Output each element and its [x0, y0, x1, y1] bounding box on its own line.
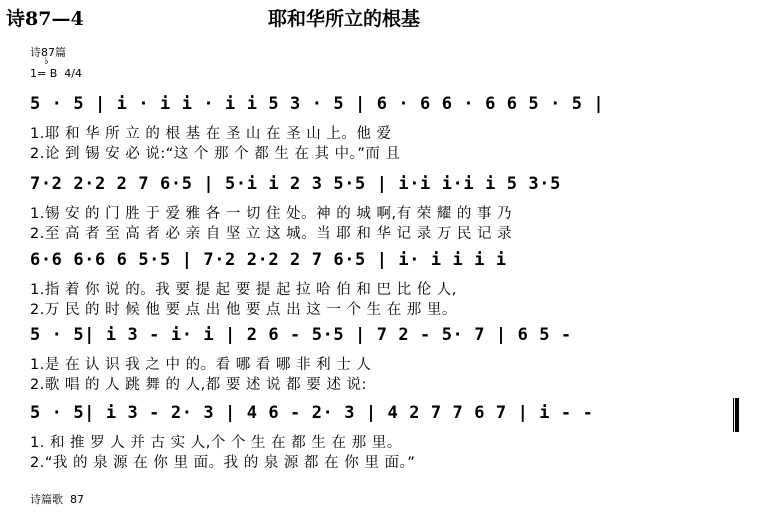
lyrics-verse-1: 1.锡 安 的 门 胜 于 爱 雅 各 一 切 住 处。神 的 城 啊,有 荣 耀 的 事 乃 — [30, 206, 513, 222]
notation: 5 · 5 | i · i i · i i 5 3 · 5 | 6 · 6 6 · 6 6 5 · 5 | — [30, 94, 605, 114]
lyrics-verse-1: 1. 和 推 罗 人 并 古 实 人,个 个 生 在 都 生 在 那 里。 — [30, 435, 402, 451]
notation: 7·2 2·2 2 7 6·5 | 5·i i 2 3 5·5 | i·i i·i i 5 3·5 — [30, 174, 561, 194]
lyrics-verse-2: 2.歌 唱 的 人 跳 舞 的 人,都 要 述 说 都 要 述 说: — [30, 377, 367, 393]
lyrics-verse-2: 2.至 高 者 至 高 者 必 亲 自 坚 立 这 城。当 耶 和 华 记 录 万 民 记 录 — [30, 226, 513, 242]
hymn-title: 耶和华所立的根基 — [268, 8, 421, 30]
flat-sign: ♭ — [44, 56, 49, 67]
lyrics-verse-1: 1.耶 和 华 所 立 的 根 基 在 圣 山 在 圣 山 上。他 爱 — [30, 126, 392, 142]
lyrics-verse-2: 2.“我 的 泉 源 在 你 里 面。我 的 泉 源 都 在 你 里 面。” — [30, 455, 416, 471]
hymn-number: 诗87—4 — [6, 8, 84, 30]
key-signature: 1= B 4/4 — [30, 67, 82, 80]
lyrics-verse-1: 1.指 着 你 说 的。我 要 提 起 要 提 起 拉 哈 伯 和 巴 比 伦 人, — [30, 282, 457, 298]
notation: 6·6 6·6 6 5·5 | 7·2 2·2 2 7 6·5 | i· i i i i — [30, 250, 507, 270]
source-label: 诗87篇 — [30, 46, 66, 59]
final-barline — [733, 398, 739, 432]
lyrics-verse-1: 1.是 在 认 识 我 之 中 的。看 哪 看 哪 非 利 士 人 — [30, 357, 372, 373]
notation: 5 · 5| i 3 - i· i | 2 6 - 5·5 | 7 2 - 5· 7 | 6 5 - — [30, 325, 572, 345]
lyrics-verse-2: 2.万 民 的 时 候 他 要 点 出 他 要 点 出 这 一 个 生 在 那 里。 — [30, 302, 457, 318]
footer-label: 诗篇歌 87 — [30, 493, 84, 506]
notation: 5 · 5| i 3 - 2· 3 | 4 6 - 2· 3 | 4 2 7 7 6 7 | i - - — [30, 403, 594, 423]
lyrics-verse-2: 2.论 到 锡 安 必 说:“这 个 那 个 都 生 在 其 中。”而 且 — [30, 146, 401, 162]
